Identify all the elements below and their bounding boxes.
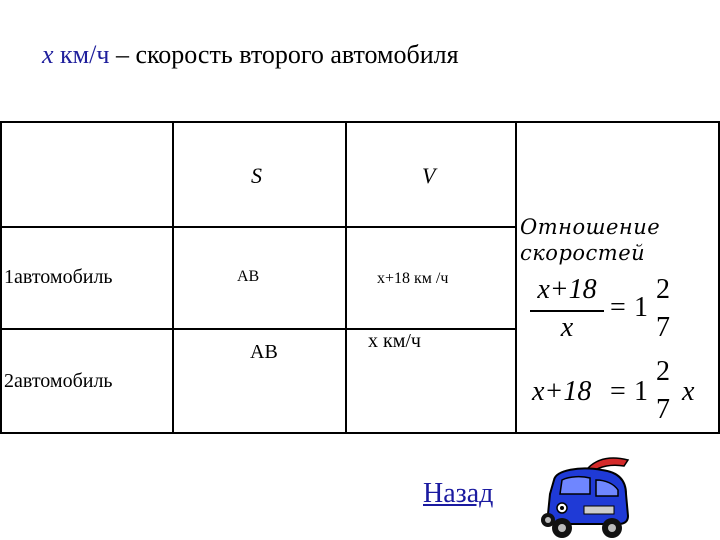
row-2-speed: х км/ч: [368, 330, 421, 352]
formula2-mixed-fraction: [650, 356, 676, 430]
formula2-whole: 1: [634, 376, 648, 407]
table-col-divider-2: [345, 121, 347, 433]
row-1-speed: х+18 км /ч: [377, 270, 449, 287]
table-border-top: [0, 121, 720, 123]
row-1-label: 1автомобиль: [4, 266, 113, 288]
formula1-numerator: x+18: [537, 274, 597, 305]
table-col-divider-3: [515, 121, 517, 433]
title-variable: x: [42, 40, 54, 69]
header-s: S: [251, 163, 262, 188]
row-1-distance: АВ: [237, 268, 260, 285]
back-link[interactable]: Назад: [423, 478, 494, 509]
header-v: V: [422, 163, 436, 188]
table-divider-row: [0, 328, 516, 330]
row-2-distance: АВ: [250, 341, 278, 363]
table-border-bottom: [0, 432, 720, 434]
formula-equation: [520, 356, 710, 430]
ratio-label-line1: Отношение: [520, 215, 661, 239]
formula2-frac-num: 2: [656, 356, 670, 387]
formula1-equals: =: [610, 292, 626, 323]
cartoon-car-icon: [540, 450, 636, 540]
formula1-frac-den: 7: [656, 312, 670, 343]
formula1-mixed-fraction: [650, 272, 676, 342]
table-divider-header: [0, 226, 516, 228]
formula1-denominator: x: [560, 312, 574, 343]
formula1-frac-num: 2: [656, 274, 670, 305]
formula-speed-ratio: [520, 272, 710, 342]
ratio-label-line2: скоростей: [520, 241, 646, 265]
formula2-frac-den: 7: [656, 394, 670, 425]
row-2-label: 2автомобиль: [4, 370, 113, 392]
title-unit: км/ч: [53, 40, 110, 69]
formula2-left: x+18: [532, 376, 592, 407]
formula1-whole: 1: [634, 292, 648, 323]
ratio-label: [520, 214, 660, 266]
formula1-fraction: [530, 272, 604, 342]
formula2-equals: =: [610, 376, 626, 407]
table-col-divider-1: [172, 121, 174, 433]
formula2-var: x: [682, 376, 695, 407]
table-border-left: [0, 121, 2, 433]
title-rest: – скорость второго автомобиля: [109, 40, 459, 69]
table-border-right: [718, 121, 720, 433]
